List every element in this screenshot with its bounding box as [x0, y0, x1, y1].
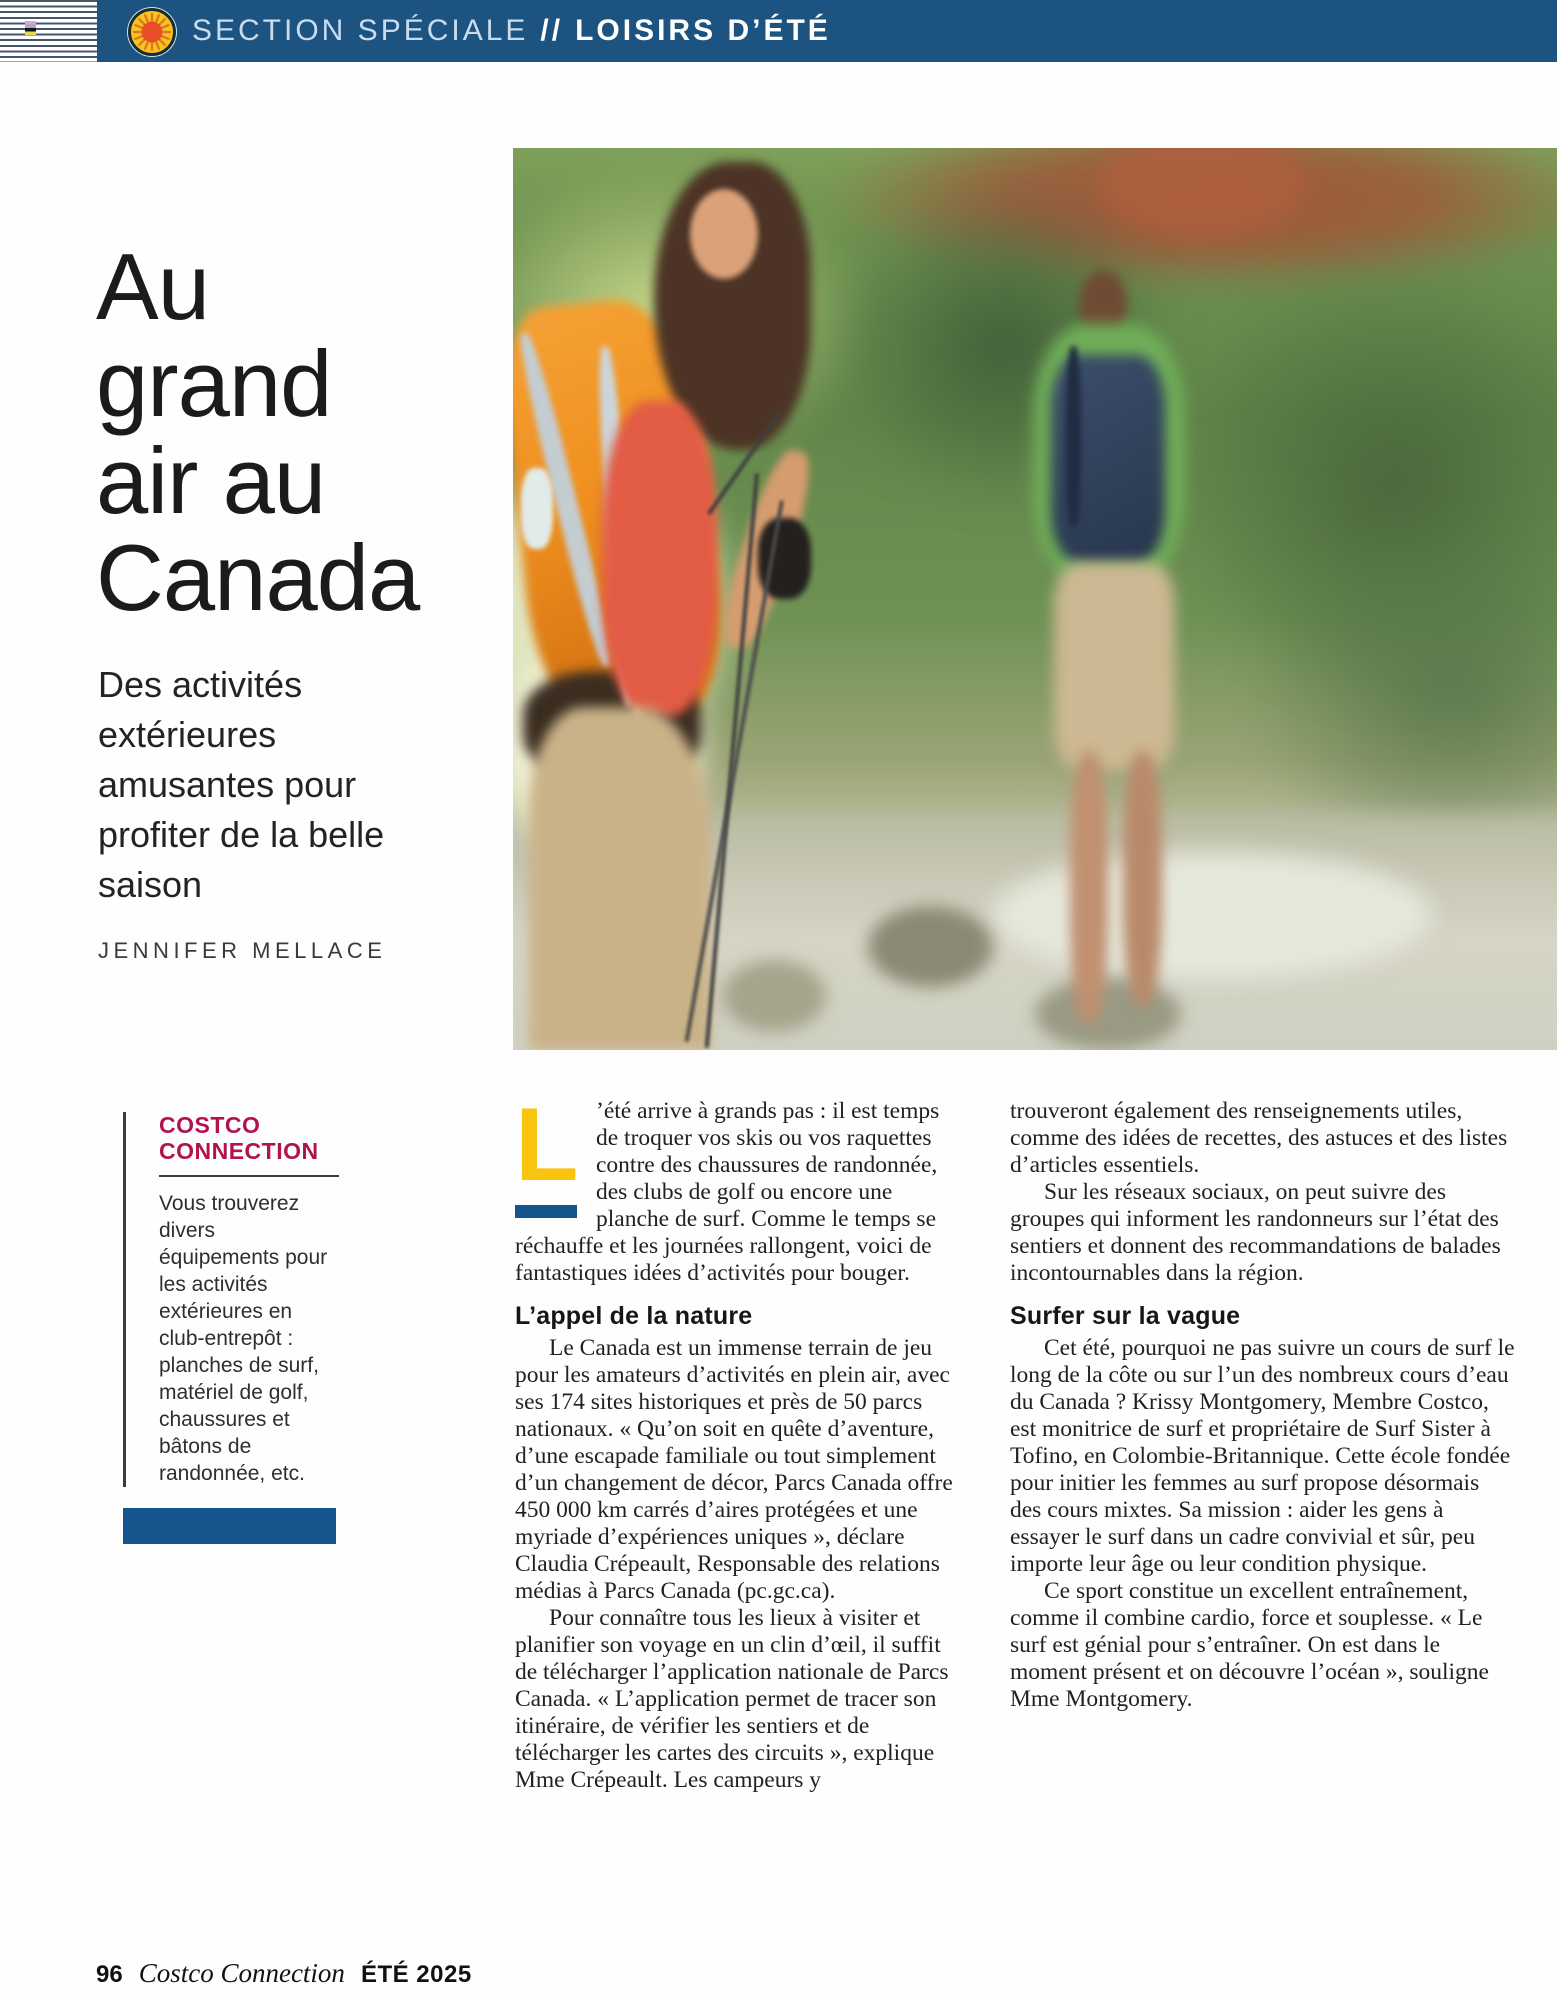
photo-rock	[1035, 978, 1181, 1050]
intro-text: ’été arrive à grands pas : il est temps de troquer vos skis ou vos raquettes contre des chaussures de randonnée, des clubs de golf ou encore une planche de surf. Comme le temps se réchauffe et les journées rallongent, voici de fantastiques idées d’activités pour bouger.	[515, 1098, 940, 1286]
color-registration-mark	[25, 21, 36, 35]
body-paragraph: Ce sport constitue un excellent entraînement, comme il combine cardio, force et souplesse. « Le surf est génial pour s’entraîner. On est dans le moment présent et on découvre l’océan », souligne Mme Montgomery.	[1010, 1578, 1489, 1712]
water-bottle	[521, 468, 552, 549]
sidebar-blue-bar	[123, 1508, 336, 1544]
sidebar-heading	[159, 1112, 339, 1164]
man-leg	[1070, 752, 1108, 1023]
issue-label: ÉTÉ 2025	[360, 1961, 472, 1988]
body-paragraph: Le Canada est un immense terrain de jeu pour les amateurs d’activités en plein air, avec ses 174 sites historiques et près de 50 parcs nationaux. « Qu’on soit en quête d’aventure, d’une escapade familiale ou tout simplement d’un changement de décor, Parcs Canada offre 450 000 km carrés d’aires protégées et une myriade d’expériences uniques », déclare Claudia Crépeault, Responsable des relations médias à Parcs Canada (pc.gc.ca).	[515, 1335, 953, 1604]
woman-face	[690, 189, 758, 279]
photo-rock	[722, 960, 826, 1032]
photo-rock	[868, 906, 993, 987]
woman-coral-top	[602, 401, 717, 717]
section-separator: //	[540, 14, 564, 47]
woman-shorts	[529, 707, 712, 1050]
sidebar-rule	[159, 1175, 339, 1177]
title-line: Au	[96, 234, 209, 339]
article-body	[515, 1087, 1515, 1794]
section-title	[192, 0, 831, 62]
page-number: 96	[96, 1961, 123, 1988]
title-line: Canada	[96, 525, 420, 630]
title-line: air au	[96, 428, 326, 533]
article-subtitle: Des activités extérieures amusantes pour profiter de la belle saison	[98, 664, 385, 905]
body-paragraph: Sur les réseaux sociaux, on peut suivre des groupes qui informent les randonneurs sur l’état des sentiers et donnent des recommandations de balades incontournables dans la région.	[1010, 1179, 1501, 1286]
costco-connection-sidebar	[123, 1112, 339, 1487]
intro-paragraph	[515, 1087, 962, 1287]
hero-photo	[513, 148, 1557, 1050]
magazine-name: Costco Connection	[138, 1958, 345, 1988]
man-leg	[1123, 752, 1163, 1005]
title-line: grand	[96, 331, 332, 436]
sun-icon	[126, 6, 178, 58]
body-paragraph: Pour connaître tous les lieux à visiter et planifier son voyage en un clin d’œil, il suffit de télécharger l’application nationale de Parcs Canada. « L’application permet de tracer son itinéraire, de vérifier les sentiers et de télécharger les cartes des circuits », explique Mme Crépeault. Les campeurs y	[515, 1605, 949, 1793]
photo-shape	[1066, 346, 1081, 526]
body-paragraph: trouveront également des renseignements utiles, comme des idées de recettes, des astuces et des listes d’articles essentiels.	[1010, 1098, 1508, 1178]
page-footer	[96, 1958, 472, 1989]
dropcap-blue-bar	[515, 1205, 577, 1218]
section-heading-surf: Surfer sur la vague	[1010, 1302, 1241, 1330]
photo-shape	[993, 852, 1431, 978]
print-registration-stripes	[0, 0, 97, 62]
sidebar-heading-line: COSTCO	[159, 1112, 261, 1138]
section-topic: LOISIRS D’ÉTÉ	[575, 14, 831, 47]
dropcap-letter: L	[515, 1087, 579, 1203]
sidebar-heading-line: CONNECTION	[159, 1138, 319, 1164]
article-author: JENNIFER MELLACE	[98, 938, 387, 963]
sidebar-body: Vous trouverez divers équipements pour les activités extérieures en club-entrepôt : planches de surf, matériel de golf, chaussures et bâtons de randonnée, etc.	[159, 1192, 328, 1485]
article-title	[96, 234, 420, 630]
section-heading-nature: L’appel de la nature	[515, 1302, 753, 1330]
man-shorts	[1054, 563, 1175, 770]
body-column-right	[1010, 1098, 1515, 1794]
body-paragraph: Cet été, pourquoi ne pas suivre un cours de surf le long de la côte ou sur l’un des nombreux cours d’eau du Canada ? Krissy Montgomery, Membre Costco, est monitrice de surf et propriétaire de Surf Sister à Tofino, en Colombie-Britannique. Cette école fondée pour initier les femmes au surf propose désormais des cours mixtes. Sa mission : aider les gens à essayer le surf dans un cadre convivial et sûr, peu importe leur âge ou leur condition physique.	[1010, 1335, 1515, 1577]
section-label: SECTION SPÉCIALE	[192, 14, 529, 47]
body-column-left	[515, 1087, 962, 1794]
section-header-bar	[0, 0, 1557, 62]
dropcap-box	[515, 1087, 581, 1216]
